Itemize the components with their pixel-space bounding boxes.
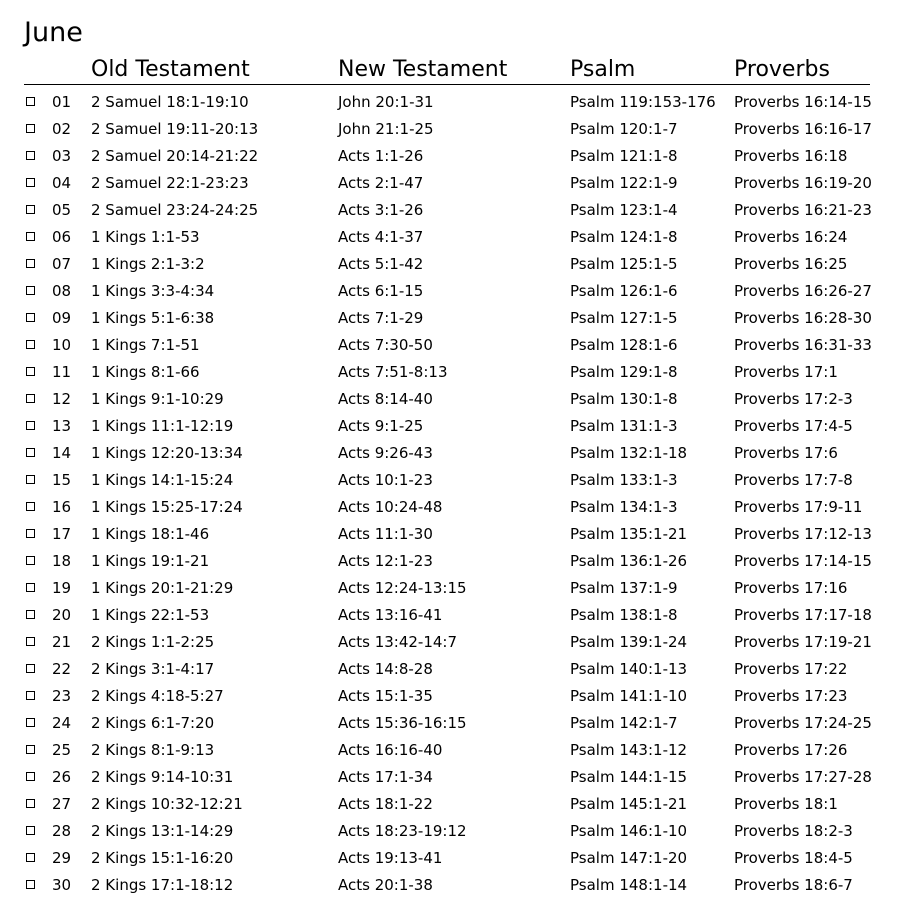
checkbox-icon[interactable] <box>26 799 35 808</box>
psalm-reading: Psalm 142:1-7 <box>570 714 678 732</box>
new-testament-reading: Acts 2:1-47 <box>338 174 424 192</box>
checkbox-icon[interactable] <box>26 826 35 835</box>
new-testament-reading: Acts 13:16-41 <box>338 606 443 624</box>
old-testament-reading: 2 Kings 9:14-10:31 <box>91 768 234 786</box>
checkbox-icon[interactable] <box>26 529 35 538</box>
reading-row <box>24 413 884 440</box>
checkbox-icon[interactable] <box>26 232 35 241</box>
psalm-reading: Psalm 146:1-10 <box>570 822 688 840</box>
old-testament-reading: 2 Kings 1:1-2:25 <box>91 633 215 651</box>
new-testament-reading: Acts 9:26-43 <box>338 444 433 462</box>
reading-row <box>24 170 884 197</box>
psalm-reading: Psalm 124:1-8 <box>570 228 678 246</box>
reading-row <box>24 143 884 170</box>
psalm-reading: Psalm 133:1-3 <box>570 471 678 489</box>
old-testament-reading: 1 Kings 11:1-12:19 <box>91 417 234 435</box>
proverbs-reading: Proverbs 17:2-3 <box>734 390 853 408</box>
new-testament-reading: Acts 14:8-28 <box>338 660 433 678</box>
day-number: 08 <box>52 282 72 300</box>
proverbs-reading: Proverbs 16:28-30 <box>734 309 872 327</box>
old-testament-reading: 2 Kings 4:18-5:27 <box>91 687 224 705</box>
psalm-reading: Psalm 136:1-26 <box>570 552 688 570</box>
new-testament-reading: Acts 13:42-14:7 <box>338 633 458 651</box>
day-number: 04 <box>52 174 72 192</box>
old-testament-reading: 2 Kings 6:1-7:20 <box>91 714 215 732</box>
reading-row <box>24 575 884 602</box>
proverbs-reading: Proverbs 18:6-7 <box>734 876 853 894</box>
new-testament-reading: Acts 7:1-29 <box>338 309 424 327</box>
psalm-reading: Psalm 137:1-9 <box>570 579 678 597</box>
old-testament-reading: 2 Samuel 23:24-24:25 <box>91 201 259 219</box>
proverbs-reading: Proverbs 17:12-13 <box>734 525 872 543</box>
day-number: 06 <box>52 228 72 246</box>
old-testament-reading: 1 Kings 20:1-21:29 <box>91 579 234 597</box>
reading-row <box>24 683 884 710</box>
proverbs-reading: Proverbs 17:6 <box>734 444 838 462</box>
psalm-reading: Psalm 122:1-9 <box>570 174 678 192</box>
day-number: 20 <box>52 606 72 624</box>
new-testament-reading: Acts 12:1-23 <box>338 552 433 570</box>
psalm-reading: Psalm 132:1-18 <box>570 444 688 462</box>
new-testament-reading: Acts 10:1-23 <box>338 471 433 489</box>
psalm-reading: Psalm 139:1-24 <box>570 633 688 651</box>
checkbox-icon[interactable] <box>26 313 35 322</box>
proverbs-reading: Proverbs 17:24-25 <box>734 714 872 732</box>
reading-row <box>24 359 884 386</box>
checkbox-icon[interactable] <box>26 880 35 889</box>
old-testament-reading: 2 Kings 15:1-16:20 <box>91 849 234 867</box>
reading-row <box>24 386 884 413</box>
checkbox-icon[interactable] <box>26 97 35 106</box>
reading-row <box>24 845 884 872</box>
psalm-reading: Psalm 140:1-13 <box>570 660 688 678</box>
old-testament-reading: 1 Kings 12:20-13:34 <box>91 444 243 462</box>
new-testament-reading: Acts 8:14-40 <box>338 390 433 408</box>
new-testament-reading: Acts 16:16-40 <box>338 741 443 759</box>
old-testament-reading: 1 Kings 3:3-4:34 <box>91 282 215 300</box>
new-testament-reading: Acts 19:13-41 <box>338 849 443 867</box>
psalm-reading: Psalm 121:1-8 <box>570 147 678 165</box>
old-testament-reading: 1 Kings 8:1-66 <box>91 363 200 381</box>
checkbox-icon[interactable] <box>26 664 35 673</box>
proverbs-reading: Proverbs 16:18 <box>734 147 848 165</box>
new-testament-reading: Acts 5:1-42 <box>338 255 424 273</box>
old-testament-reading: 1 Kings 9:1-10:29 <box>91 390 224 408</box>
checkbox-icon[interactable] <box>26 853 35 862</box>
old-testament-reading: 1 Kings 18:1-46 <box>91 525 210 543</box>
proverbs-reading: Proverbs 17:22 <box>734 660 848 678</box>
psalm-reading: Psalm 143:1-12 <box>570 741 688 759</box>
psalm-reading: Psalm 127:1-5 <box>570 309 678 327</box>
proverbs-reading: Proverbs 17:27-28 <box>734 768 872 786</box>
checkbox-icon[interactable] <box>26 340 35 349</box>
day-number: 23 <box>52 687 72 705</box>
proverbs-reading: Proverbs 17:4-5 <box>734 417 853 435</box>
old-testament-reading: 2 Kings 10:32-12:21 <box>91 795 243 813</box>
proverbs-reading: Proverbs 17:23 <box>734 687 848 705</box>
proverbs-reading: Proverbs 17:14-15 <box>734 552 872 570</box>
checkbox-icon[interactable] <box>26 205 35 214</box>
day-number: 09 <box>52 309 72 327</box>
proverbs-reading: Proverbs 17:16 <box>734 579 848 597</box>
proverbs-reading: Proverbs 16:16-17 <box>734 120 872 138</box>
day-number: 13 <box>52 417 72 435</box>
checkbox-icon[interactable] <box>26 745 35 754</box>
reading-row <box>24 791 884 818</box>
old-testament-reading: 2 Samuel 22:1-23:23 <box>91 174 249 192</box>
old-testament-reading: 2 Kings 13:1-14:29 <box>91 822 234 840</box>
proverbs-reading: Proverbs 16:19-20 <box>734 174 872 192</box>
new-testament-reading: Acts 7:51-8:13 <box>338 363 448 381</box>
checkbox-icon[interactable] <box>26 556 35 565</box>
old-testament-reading: 2 Samuel 20:14-21:22 <box>91 147 259 165</box>
day-number: 30 <box>52 876 72 894</box>
new-testament-reading: Acts 4:1-37 <box>338 228 424 246</box>
new-testament-reading: Acts 11:1-30 <box>338 525 433 543</box>
old-testament-reading: 2 Samuel 19:11-20:13 <box>91 120 259 138</box>
checkbox-icon[interactable] <box>26 772 35 781</box>
new-testament-reading: Acts 15:36-16:15 <box>338 714 467 732</box>
psalm-reading: Psalm 125:1-5 <box>570 255 678 273</box>
checkbox-icon[interactable] <box>26 610 35 619</box>
new-testament-reading: Acts 7:30-50 <box>338 336 433 354</box>
proverbs-reading: Proverbs 16:26-27 <box>734 282 872 300</box>
day-number: 25 <box>52 741 72 759</box>
psalm-reading: Psalm 144:1-15 <box>570 768 688 786</box>
day-number: 17 <box>52 525 72 543</box>
reading-row <box>24 305 884 332</box>
day-number: 24 <box>52 714 72 732</box>
header-proverbs: Proverbs <box>734 57 830 82</box>
new-testament-reading: Acts 10:24-48 <box>338 498 443 516</box>
proverbs-reading: Proverbs 18:2-3 <box>734 822 853 840</box>
reading-row <box>24 116 884 143</box>
old-testament-reading: 2 Kings 17:1-18:12 <box>91 876 234 894</box>
header-new-testament: New Testament <box>338 57 508 82</box>
day-number: 07 <box>52 255 72 273</box>
checkbox-icon[interactable] <box>26 448 35 457</box>
proverbs-reading: Proverbs 16:21-23 <box>734 201 872 219</box>
psalm-reading: Psalm 138:1-8 <box>570 606 678 624</box>
day-number: 02 <box>52 120 72 138</box>
checkbox-icon[interactable] <box>26 286 35 295</box>
psalm-reading: Psalm 147:1-20 <box>570 849 688 867</box>
proverbs-reading: Proverbs 17:1 <box>734 363 838 381</box>
day-number: 18 <box>52 552 72 570</box>
proverbs-reading: Proverbs 17:17-18 <box>734 606 872 624</box>
psalm-reading: Psalm 119:153-176 <box>570 93 716 111</box>
reading-row <box>24 872 884 899</box>
old-testament-reading: 1 Kings 19:1-21 <box>91 552 210 570</box>
checkbox-icon[interactable] <box>26 475 35 484</box>
day-number: 14 <box>52 444 72 462</box>
reading-row <box>24 602 884 629</box>
page-title: June <box>24 17 83 48</box>
new-testament-reading: John 21:1-25 <box>338 120 434 138</box>
checkbox-icon[interactable] <box>26 637 35 646</box>
old-testament-reading: 1 Kings 14:1-15:24 <box>91 471 234 489</box>
old-testament-reading: 1 Kings 7:1-51 <box>91 336 200 354</box>
old-testament-reading: 1 Kings 15:25-17:24 <box>91 498 243 516</box>
proverbs-reading: Proverbs 17:19-21 <box>734 633 872 651</box>
new-testament-reading: Acts 15:1-35 <box>338 687 433 705</box>
header-psalm: Psalm <box>570 57 636 82</box>
checkbox-icon[interactable] <box>26 124 35 133</box>
checkbox-icon[interactable] <box>26 583 35 592</box>
checkbox-icon[interactable] <box>26 394 35 403</box>
day-number: 29 <box>52 849 72 867</box>
checkbox-icon[interactable] <box>26 151 35 160</box>
reading-row <box>24 764 884 791</box>
new-testament-reading: Acts 9:1-25 <box>338 417 424 435</box>
reading-row <box>24 656 884 683</box>
column-header-row <box>24 56 870 85</box>
psalm-reading: Psalm 129:1-8 <box>570 363 678 381</box>
reading-row <box>24 710 884 737</box>
reading-row <box>24 251 884 278</box>
new-testament-reading: Acts 18:23-19:12 <box>338 822 467 840</box>
day-number: 12 <box>52 390 72 408</box>
reading-row <box>24 494 884 521</box>
checkbox-icon[interactable] <box>26 178 35 187</box>
new-testament-reading: Acts 6:1-15 <box>338 282 424 300</box>
psalm-reading: Psalm 141:1-10 <box>570 687 688 705</box>
old-testament-reading: 1 Kings 22:1-53 <box>91 606 210 624</box>
checkbox-icon[interactable] <box>26 718 35 727</box>
day-number: 05 <box>52 201 72 219</box>
checkbox-icon[interactable] <box>26 502 35 511</box>
checkbox-icon[interactable] <box>26 421 35 430</box>
old-testament-reading: 2 Kings 3:1-4:17 <box>91 660 215 678</box>
reading-row <box>24 278 884 305</box>
day-number: 22 <box>52 660 72 678</box>
psalm-reading: Psalm 135:1-21 <box>570 525 688 543</box>
day-number: 15 <box>52 471 72 489</box>
psalm-reading: Psalm 134:1-3 <box>570 498 678 516</box>
new-testament-reading: Acts 18:1-22 <box>338 795 433 813</box>
reading-row <box>24 332 884 359</box>
proverbs-reading: Proverbs 18:4-5 <box>734 849 853 867</box>
reading-row <box>24 521 884 548</box>
reading-list <box>24 89 884 899</box>
new-testament-reading: Acts 17:1-34 <box>338 768 433 786</box>
day-number: 27 <box>52 795 72 813</box>
reading-row <box>24 224 884 251</box>
reading-row <box>24 737 884 764</box>
old-testament-reading: 1 Kings 2:1-3:2 <box>91 255 205 273</box>
day-number: 21 <box>52 633 72 651</box>
day-number: 11 <box>52 363 72 381</box>
proverbs-reading: Proverbs 18:1 <box>734 795 838 813</box>
reading-row <box>24 197 884 224</box>
day-number: 16 <box>52 498 72 516</box>
new-testament-reading: Acts 3:1-26 <box>338 201 424 219</box>
proverbs-reading: Proverbs 17:7-8 <box>734 471 853 489</box>
day-number: 28 <box>52 822 72 840</box>
proverbs-reading: Proverbs 17:9-11 <box>734 498 863 516</box>
new-testament-reading: Acts 20:1-38 <box>338 876 433 894</box>
reading-row <box>24 440 884 467</box>
proverbs-reading: Proverbs 16:14-15 <box>734 93 872 111</box>
psalm-reading: Psalm 131:1-3 <box>570 417 678 435</box>
reading-row <box>24 818 884 845</box>
day-number: 10 <box>52 336 72 354</box>
proverbs-reading: Proverbs 17:26 <box>734 741 848 759</box>
psalm-reading: Psalm 130:1-8 <box>570 390 678 408</box>
old-testament-reading: 2 Kings 8:1-9:13 <box>91 741 215 759</box>
reading-row <box>24 89 884 116</box>
day-number: 19 <box>52 579 72 597</box>
new-testament-reading: Acts 12:24-13:15 <box>338 579 467 597</box>
psalm-reading: Psalm 126:1-6 <box>570 282 678 300</box>
psalm-reading: Psalm 145:1-21 <box>570 795 688 813</box>
psalm-reading: Psalm 120:1-7 <box>570 120 678 138</box>
reading-row <box>24 548 884 575</box>
checkbox-icon[interactable] <box>26 691 35 700</box>
psalm-reading: Psalm 123:1-4 <box>570 201 678 219</box>
day-number: 26 <box>52 768 72 786</box>
psalm-reading: Psalm 128:1-6 <box>570 336 678 354</box>
checkbox-icon[interactable] <box>26 367 35 376</box>
checkbox-icon[interactable] <box>26 259 35 268</box>
proverbs-reading: Proverbs 16:25 <box>734 255 848 273</box>
new-testament-reading: John 20:1-31 <box>338 93 434 111</box>
reading-row <box>24 629 884 656</box>
day-number: 01 <box>52 93 72 111</box>
day-number: 03 <box>52 147 72 165</box>
psalm-reading: Psalm 148:1-14 <box>570 876 688 894</box>
old-testament-reading: 1 Kings 5:1-6:38 <box>91 309 215 327</box>
old-testament-reading: 1 Kings 1:1-53 <box>91 228 200 246</box>
reading-row <box>24 467 884 494</box>
header-old-testament: Old Testament <box>91 57 250 82</box>
proverbs-reading: Proverbs 16:31-33 <box>734 336 872 354</box>
new-testament-reading: Acts 1:1-26 <box>338 147 424 165</box>
proverbs-reading: Proverbs 16:24 <box>734 228 848 246</box>
old-testament-reading: 2 Samuel 18:1-19:10 <box>91 93 249 111</box>
